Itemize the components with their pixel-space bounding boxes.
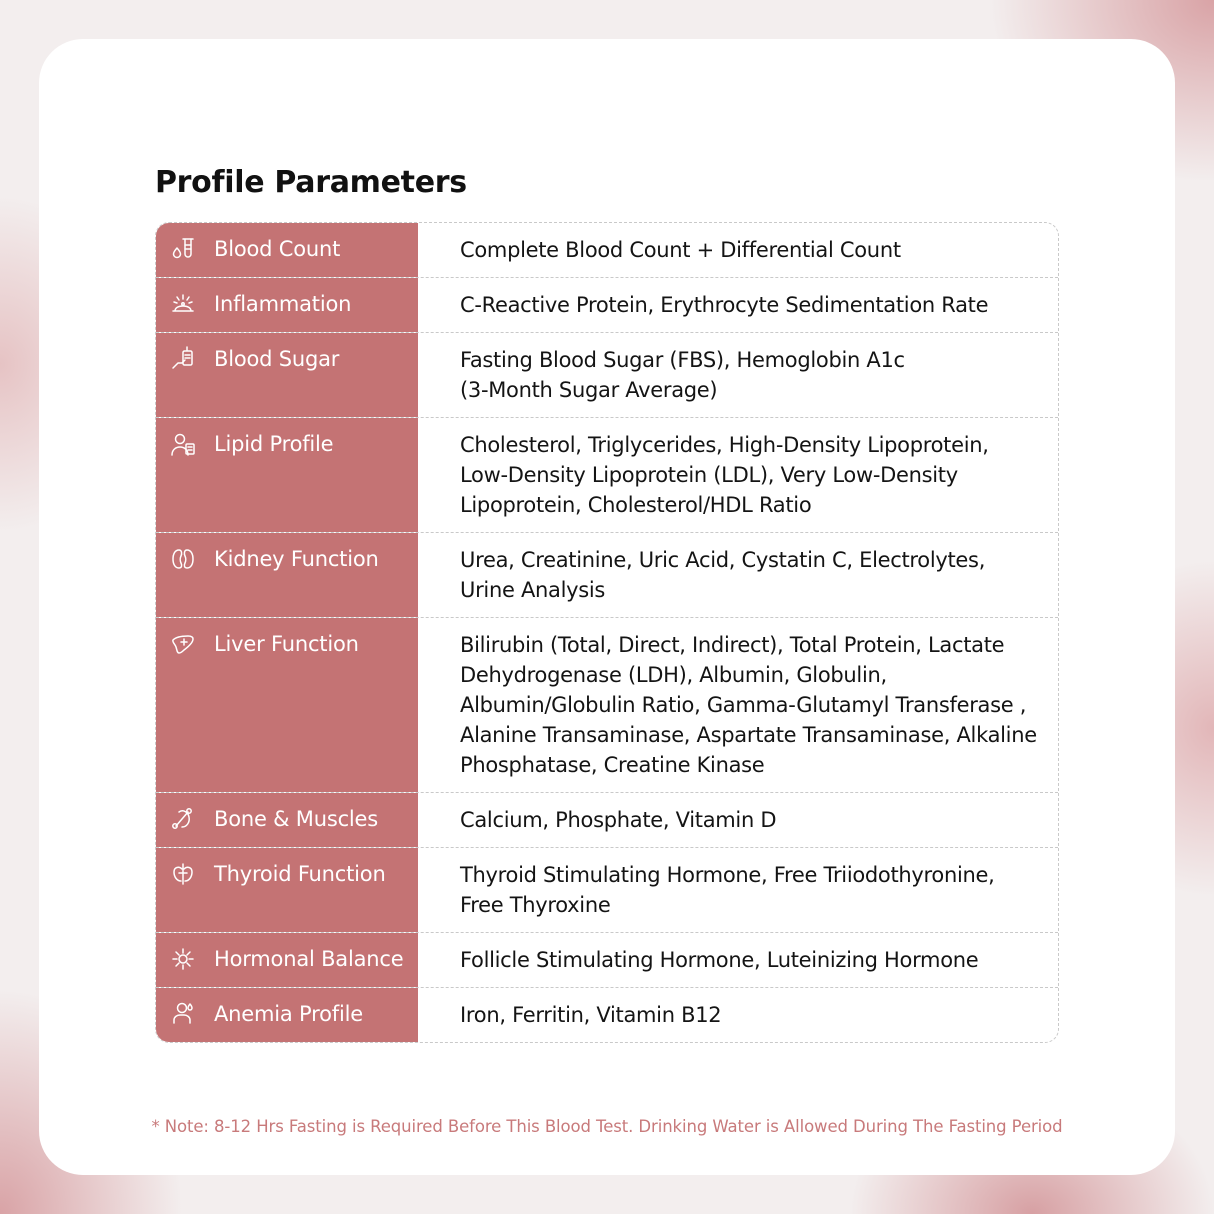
parameter-row (156, 223, 1058, 278)
parameter-row (156, 848, 1058, 933)
liver-icon (170, 631, 196, 657)
description-line: Urea, Creatinine, Uric Acid, Cystatin C, Electrolytes, (460, 548, 986, 572)
category-label: Lipid Profile (214, 432, 334, 456)
category-label: Kidney Function (214, 547, 379, 571)
category-label: Thyroid Function (214, 862, 386, 886)
category-cell (156, 848, 418, 932)
bone-muscle-icon (170, 806, 196, 832)
category-label: Blood Sugar (214, 347, 340, 371)
thyroid-icon (170, 861, 196, 887)
parameter-row (156, 793, 1058, 848)
description-line: Thyroid Stimulating Hormone, Free Triiodothyronine, (460, 863, 995, 887)
hormone-icon (170, 946, 196, 972)
category-label: Bone & Muscles (214, 807, 379, 831)
category-cell (156, 933, 418, 987)
parameters-table (155, 222, 1059, 1043)
category-cell (156, 618, 418, 792)
category-label: Anemia Profile (214, 1002, 363, 1026)
category-cell (156, 988, 418, 1042)
description-line: Albumin/Globulin Ratio, Gamma-Glutamyl Transferase , (460, 693, 1027, 717)
blood-test-tube-icon (170, 236, 196, 262)
description-line: Cholesterol, Triglycerides, High-Density Lipoprotein, (460, 433, 989, 457)
description-line: Bilirubin (Total, Direct, Indirect), Total Protein, Lactate (460, 633, 1005, 657)
parameter-description (418, 848, 1058, 932)
description-line: Low-Density Lipoprotein (LDL), Very Low-Density (460, 463, 958, 487)
description-line: Follicle Stimulating Hormone, Luteinizing Hormone (460, 948, 979, 972)
description-line: Calcium, Phosphate, Vitamin D (460, 808, 777, 832)
parameter-description (418, 533, 1058, 617)
description-line: Complete Blood Count + Differential Count (460, 238, 901, 262)
page-title: Profile Parameters (155, 165, 467, 200)
category-label: Liver Function (214, 632, 359, 656)
description-line: Phosphatase, Creatine Kinase (460, 753, 765, 777)
category-label: Blood Count (214, 237, 341, 261)
cholesterol-icon (170, 431, 196, 457)
content-card (39, 39, 1175, 1175)
parameter-row (156, 618, 1058, 793)
parameter-description (418, 988, 1058, 1042)
parameter-description (418, 418, 1058, 532)
description-line: Fasting Blood Sugar (FBS), Hemoglobin A1c (460, 348, 905, 372)
description-line: Free Thyroxine (460, 893, 611, 917)
parameter-row (156, 278, 1058, 333)
parameter-row (156, 418, 1058, 533)
category-cell (156, 793, 418, 847)
parameter-row (156, 533, 1058, 618)
parameter-row (156, 933, 1058, 988)
inflammation-icon (170, 291, 196, 317)
category-cell (156, 278, 418, 332)
description-line: Iron, Ferritin, Vitamin B12 (460, 1003, 722, 1027)
parameter-row (156, 988, 1058, 1042)
parameter-description (418, 333, 1058, 417)
category-label: Hormonal Balance (214, 947, 404, 971)
parameter-description (418, 933, 1058, 987)
parameter-description (418, 278, 1058, 332)
glucose-meter-icon (170, 346, 196, 372)
kidney-icon (170, 546, 196, 572)
category-cell (156, 223, 418, 277)
parameter-description (418, 618, 1058, 792)
description-line: Alanine Transaminase, Aspartate Transaminase, Alkaline (460, 723, 1037, 747)
category-cell (156, 333, 418, 417)
description-line: Urine Analysis (460, 578, 606, 602)
anemia-icon (170, 1001, 196, 1027)
fasting-note: * Note: 8-12 Hrs Fasting is Required Before This Blood Test. Drinking Water is Allowed During The Fasting Period (151, 1117, 1063, 1136)
parameter-description (418, 223, 1058, 277)
category-cell (156, 418, 418, 532)
category-label: Inflammation (214, 292, 352, 316)
category-cell (156, 533, 418, 617)
description-line: Dehydrogenase (LDH), Albumin, Globulin, (460, 663, 887, 687)
parameter-description (418, 793, 1058, 847)
description-line: (3-Month Sugar Average) (460, 378, 718, 402)
description-line: Lipoprotein, Cholesterol/HDL Ratio (460, 493, 812, 517)
description-line: C-Reactive Protein, Erythrocyte Sedimentation Rate (460, 293, 989, 317)
parameter-row (156, 333, 1058, 418)
